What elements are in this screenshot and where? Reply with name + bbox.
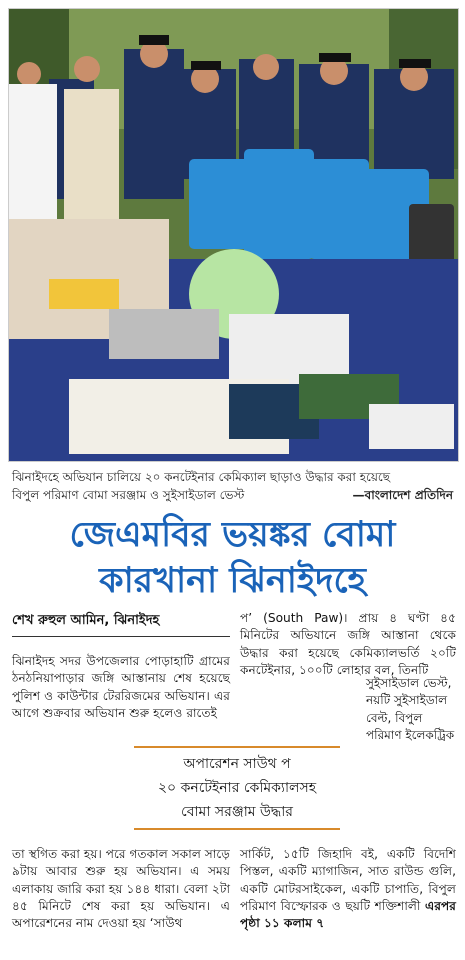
body-column-2-mid <box>366 675 456 744</box>
photo-caption <box>12 468 453 504</box>
body-paragraph-2: প’ (South Paw)। প্রায় ৪ ঘণ্টা ৪৫ মিনিটের অভিযানে জঙ্গি আস্তানা থেকে উদ্ধার করা হয়েছে কেমিক্যালভর্তি ২০টি কনটেইনার, ১০০টি লোহার বল, তিনটি <box>240 611 456 677</box>
body-paragraph-5: সার্কিট, ১৫টি জিহাদি বই, একটি বিদেশি পিস্তল, একটি ম্যাগাজিন, সাত রাউন্ড গুলি, একটি মোটরসাইকেল, একটি চাপাতি, বিপুল পরিমাণ বিস্ফোরক ও ছয়টি শক্তিশালী <box>240 847 456 913</box>
pull-quote-line2: ২০ কনটেইনার কেমিক্যালসহ <box>157 780 317 796</box>
body-paragraph-3: সুইসাইডাল ভেস্ট, নয়টি সুইসাইডাল বেল্ট, বিপুল পরিমাণ ইলেকট্রিক <box>366 676 455 742</box>
headline <box>0 512 465 604</box>
body-column-1-bottom <box>12 846 230 932</box>
headline-line2: কারখানা ঝিনাইদহে <box>99 561 366 601</box>
body-paragraph-4: তা স্থগিত করা হয়। পরে গতকাল সকাল সাড়ে ৯টায় আবার শুরু হয় অভিযান। এ সময় এলাকায় জারি করা হয় ১৪৪ ধারা। বেলা ২টা ৪৫ মিনিটে শেষ করা হয় অভিযান। এ অপারেশনের নাম দেওয়া হয় ‘সাউথ <box>12 847 230 931</box>
pull-quote-line3: বোমা সরঞ্জাম উদ্ধার <box>181 804 293 820</box>
caption-line1: ঝিনাইদহে অভিযান চালিয়ে ২০ কনটেইনার কেমিক্যাল ছাড়াও উদ্ধার করা হয়েছে <box>12 470 390 484</box>
continued-link[interactable]: এরপর পৃষ্ঠা ১১ কলাম ৭ <box>240 898 456 931</box>
photo-credit: —বাংলাদেশ প্রতিদিন <box>352 488 453 502</box>
body-column-1-top <box>12 653 230 722</box>
pull-quote-line1: অপারেশন সাউথ প <box>183 756 291 772</box>
body-paragraph-1: ঝিনাইদহ সদর উপজেলার পোড়াহাটি গ্রামের ঠনঠনিয়াপাড়ার জঙ্গি আস্তানায় শেষ হয়েছে পুলিশ ও কাউন্টার টেররিজমের অভিযান। এর আগে শুক্রবার অভিযান শুরু হলেও রাতেই <box>12 654 230 720</box>
byline: শেখ রুহুল আমিন, ঝিনাইদহ <box>12 611 230 637</box>
body-column-2-bottom <box>240 846 456 932</box>
caption-line2: বিপুল পরিমাণ বোমা সরঞ্জাম ও সুইসাইডাল ভেস্ট <box>12 488 245 502</box>
raid-photo-illustration <box>9 9 458 461</box>
headline-line1: জেএমবির ভয়ঙ্কর বোমা <box>69 515 396 555</box>
body-column-2-top <box>240 610 456 679</box>
pull-quote <box>134 746 340 830</box>
raid-photo <box>8 8 459 462</box>
